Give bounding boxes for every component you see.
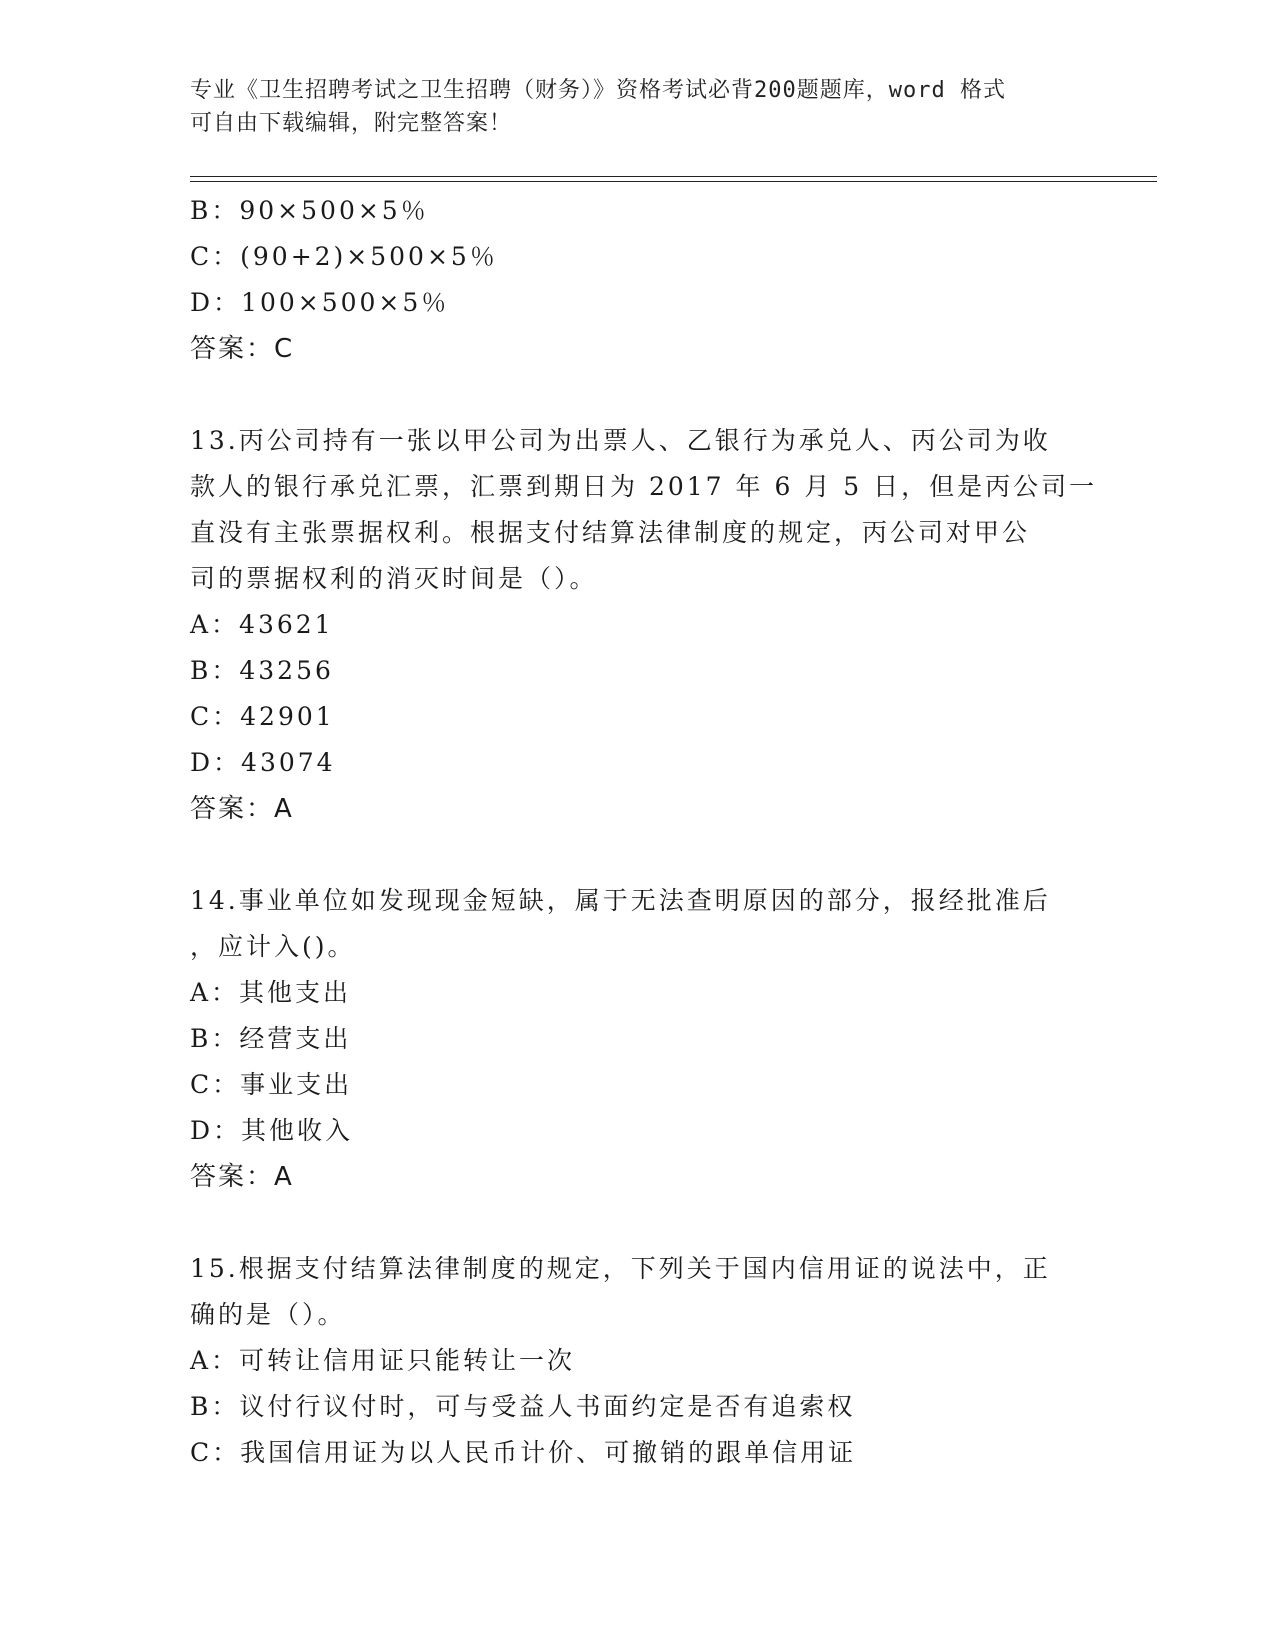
option-b: B：90×500×5％ xyxy=(190,196,429,225)
question-stem-line: 15.根据支付结算法律制度的规定，下列关于国内信用证的说法中，正 xyxy=(190,1254,1051,1283)
option-c: C：事业支出 xyxy=(190,1070,353,1099)
option-a: A：可转让信用证只能转让一次 xyxy=(190,1346,576,1375)
answer-line: 答案：C xyxy=(190,334,295,364)
option-c: C：42901 xyxy=(190,702,335,731)
header-divider-bottom xyxy=(190,181,1157,182)
header-divider-top xyxy=(190,176,1157,177)
option-c: C：我国信用证为以人民币计价、可撤销的跟单信用证 xyxy=(190,1438,857,1467)
option-b: B：议付行议付时，可与受益人书面约定是否有追索权 xyxy=(190,1392,856,1421)
option-c: C：(90+2)×500×5％ xyxy=(190,242,498,271)
question-stem-line: ，应计入()。 xyxy=(190,932,356,961)
spacer xyxy=(190,372,1090,418)
question-14 xyxy=(190,878,1090,1200)
header-title-line-1: 专业《卫生招聘考试之卫生招聘（财务）》资格考试必背200题题库，word 格式 xyxy=(190,78,1006,103)
question-stem-line: 14.事业单位如发现现金短缺，属于无法查明原因的部分，报经批准后 xyxy=(190,886,1051,915)
question-stem-line: 直没有主张票据权利。根据支付结算法律制度的规定，丙公司对甲公 xyxy=(190,518,1031,547)
option-d: D：其他收入 xyxy=(190,1116,354,1145)
question-15 xyxy=(190,1246,1090,1476)
question-stem-line: 款人的银行承兑汇票，汇票到期日为 2017 年 6 月 5 日，但是丙公司一 xyxy=(190,472,1098,501)
option-d: D：43074 xyxy=(190,748,336,777)
option-b: B：43256 xyxy=(190,656,334,685)
option-b: B：经营支出 xyxy=(190,1024,352,1053)
option-d: D：100×500×5％ xyxy=(190,288,450,317)
option-a: A：其他支出 xyxy=(190,978,352,1007)
option-a: A：43621 xyxy=(190,610,334,639)
question-stem-line: 确的是（）。 xyxy=(190,1300,346,1329)
spacer xyxy=(190,1200,1090,1246)
question-stem-line: 司的票据权利的消灭时间是（）。 xyxy=(190,564,598,593)
header-title-line-2: 可自由下载编辑，附完整答案！ xyxy=(190,111,513,136)
question-list xyxy=(190,188,1098,1476)
answer-line: 答案：A xyxy=(190,794,294,824)
question-stem-line: 13.丙公司持有一张以甲公司为出票人、乙银行为承兑人、丙公司为收 xyxy=(190,426,1051,455)
question-13 xyxy=(190,418,1098,832)
document-header xyxy=(190,74,1090,140)
question-12-tail xyxy=(190,188,1090,372)
answer-line: 答案：A xyxy=(190,1162,294,1192)
spacer xyxy=(190,832,1090,878)
